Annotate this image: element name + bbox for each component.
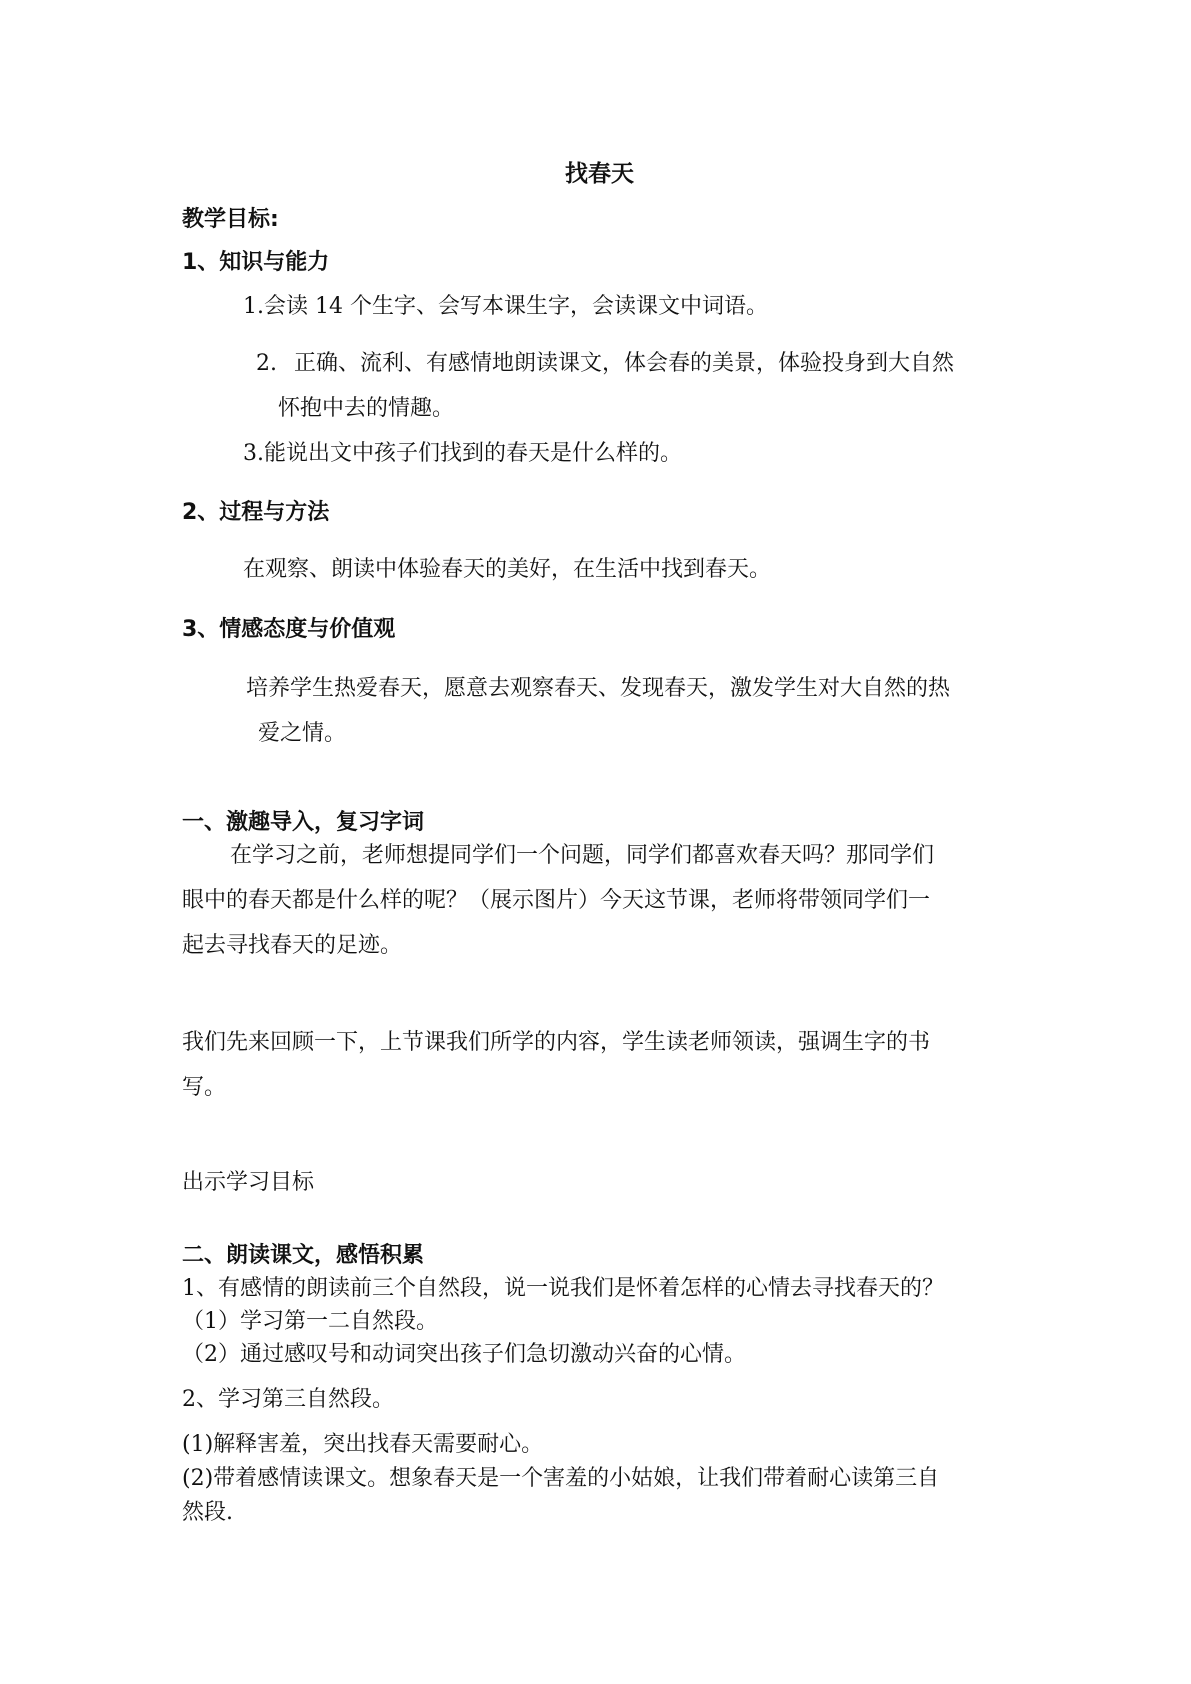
paragraph-line: 1、有感情的朗读前三个自然段，说一说我们是怀着怎样的心情去寻找春天的？ bbox=[182, 1276, 944, 1301]
objective-item-number: 2. bbox=[256, 351, 277, 376]
objective-item-continued: 怀抱中去的情趣。 bbox=[278, 396, 455, 421]
paragraph-line: 然段. bbox=[182, 1500, 233, 1525]
part2-heading: 二、朗读课文，感悟积累 bbox=[182, 1243, 425, 1268]
paragraph-line: (2)带着感情读课文。想象春天是一个害羞的小姑娘，让我们带着耐心读第三自 bbox=[182, 1466, 940, 1491]
paragraph-line: 在学习之前，老师想提同学们一个问题，同学们都喜欢春天吗？那同学们 bbox=[230, 843, 935, 868]
paragraph-line: 2、学习第三自然段。 bbox=[182, 1387, 394, 1412]
paragraph-line: （1）学习第一二自然段。 bbox=[182, 1309, 438, 1334]
section-heading-knowledge: 1、知识与能力 bbox=[182, 250, 330, 275]
paragraph-line: 写。 bbox=[182, 1075, 227, 1100]
objective-item: 在观察、朗读中体验春天的美好，在生活中找到春天。 bbox=[243, 557, 772, 582]
objective-item: 3.能说出文中孩子们找到的春天是什么样的。 bbox=[243, 441, 682, 466]
objective-item-continued: 爱之情。 bbox=[258, 721, 347, 746]
paragraph-line: 出示学习目标 bbox=[182, 1170, 315, 1195]
section-heading-attitude: 3、情感态度与价值观 bbox=[182, 617, 396, 642]
objective-item: 正确、流利、有感情地朗读课文，体会春的美景，体验投身到大自然 bbox=[294, 351, 955, 376]
paragraph-line: 眼中的春天都是什么样的呢？（展示图片）今天这节课，老师将带领同学们一 bbox=[182, 888, 931, 913]
page-title: 找春天 bbox=[565, 161, 634, 187]
objective-item: 培养学生热爱春天，愿意去观察春天、发现春天，激发学生对大自然的热 bbox=[246, 676, 951, 701]
paragraph-line: 起去寻找春天的足迹。 bbox=[182, 933, 403, 958]
paragraph-line: (1)解释害羞，突出找春天需要耐心。 bbox=[182, 1432, 544, 1457]
paragraph-line: （2）通过感叹号和动词突出孩子们急切激动兴奋的心情。 bbox=[182, 1342, 746, 1367]
paragraph-line: 我们先来回顾一下，上节课我们所学的内容，学生读老师领读，强调生字的书 bbox=[182, 1030, 931, 1055]
part1-heading: 一、激趣导入，复习字词 bbox=[182, 810, 425, 835]
section-heading-process: 2、过程与方法 bbox=[182, 500, 330, 525]
objective-item: 1.会读 14 个生字、会写本课生字，会读课文中词语。 bbox=[243, 294, 768, 319]
objectives-heading: 教学目标: bbox=[182, 207, 279, 232]
